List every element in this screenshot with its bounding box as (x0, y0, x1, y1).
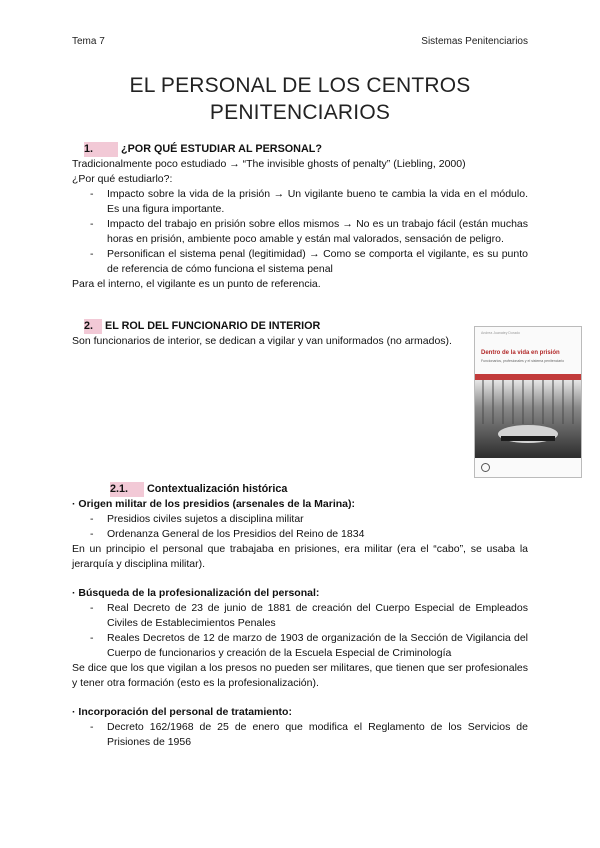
book-title: Dentro de la vida en prisión (481, 350, 560, 356)
section-1-item-3: - Personifican el sistema penal (legitimidad) → Como se comporta el vigilante, es su punto de referencia de cómo funciona el sistema penal (72, 247, 528, 277)
section-1-number: 1. (84, 142, 118, 157)
section-1 (72, 142, 528, 292)
block-2-item-1: - Real Decreto de 23 de junio de 1881 de creación del Cuerpo Especial de Empleados Civiles de Establecimientos Penales (72, 601, 528, 631)
block-1-text: En un principio el personal que trabajaba en prisiones, era militar (era el “cabo”, se usaba la jerarquía y disciplina militar). (72, 543, 528, 570)
book-cover-image (474, 326, 582, 478)
section-1-line-1: Tradicionalmente poco estudiado → “The invisible ghosts of penalty” (Liebling, 2000) (72, 158, 466, 170)
book-author: Andrea Juanatey Dorado (481, 331, 520, 335)
block-2-heading: · Búsqueda de la profesionalización del personal: (72, 587, 320, 599)
book-subtitle: Funcionarios, profesionales y el sistema penitenciario (481, 359, 565, 363)
section-2-1-number: 2.1. (110, 482, 144, 497)
section-1-title: ¿POR QUÉ ESTUDIAR AL PERSONAL? (121, 143, 322, 155)
page-title (72, 72, 528, 126)
block-1-item-1: - Presidios civiles sujetos a disciplina militar (72, 512, 528, 527)
section-1-heading (72, 142, 528, 157)
block-1-item-2: - Ordenanza General de los Presidios del Reino de 1834 (72, 527, 528, 542)
section-2-number: 2. (84, 319, 102, 334)
title-line-1: EL PERSONAL DE LOS CENTROS (129, 74, 471, 97)
block-1-heading: · Origen militar de los presidios (arsenales de la Marina): (72, 498, 356, 510)
block-3-heading: · Incorporación del personal de tratamiento: (72, 706, 292, 718)
section-2-1-title: Contextualización histórica (147, 483, 288, 495)
section-2-text: Son funcionarios de interior, se dedican a vigilar y van uniformados (no armados). (72, 335, 452, 347)
title-line-2: PENITENCIARIOS (209, 101, 391, 124)
section-2-1 (72, 482, 528, 750)
header-left: Tema 7 (72, 36, 105, 47)
section-2-1-heading (72, 482, 528, 497)
header-right: Sistemas Penitenciarios (421, 36, 528, 47)
block-2-item-2: - Reales Decretos de 12 de marzo de 1903 de organización de la Sección de Vigilancia del Cuerpo de funcionarios y creación de la Escuela Especial de Criminología (72, 631, 528, 661)
section-1-closing: Para el interno, el vigilante es un punto de referencia. (72, 278, 321, 290)
section-1-item-1: - Impacto sobre la vida de la prisión → Un vigilante bueno te cambia la vida en el módulo. Es una figura importante. (72, 187, 528, 217)
section-1-line-2: ¿Por qué estudiarlo?: (72, 173, 173, 185)
publisher-logo-icon (481, 463, 490, 472)
section-2-heading (72, 319, 467, 334)
block-2-text: Se dice que los que vigilan a los presos no pueden ser militares, que tienen que ser profesionales y tener otra formación (esto es la profesionalización). (72, 662, 528, 689)
block-3-item-1: - Decreto 162/1968 de 25 de enero que modifica el Reglamento de los Servicios de Prisiones de 1956 (72, 720, 528, 750)
book-photo (475, 380, 581, 458)
section-1-item-2: - Impacto del trabajo en prisión sobre ellos mismos → No es un trabajo fácil (están muchas horas en prisión, ambiente poco amable y están mal valorados, sensación de peligro. (72, 217, 528, 247)
section-2-title: EL ROL DEL FUNCIONARIO DE INTERIOR (105, 320, 321, 332)
section-2 (72, 319, 467, 349)
